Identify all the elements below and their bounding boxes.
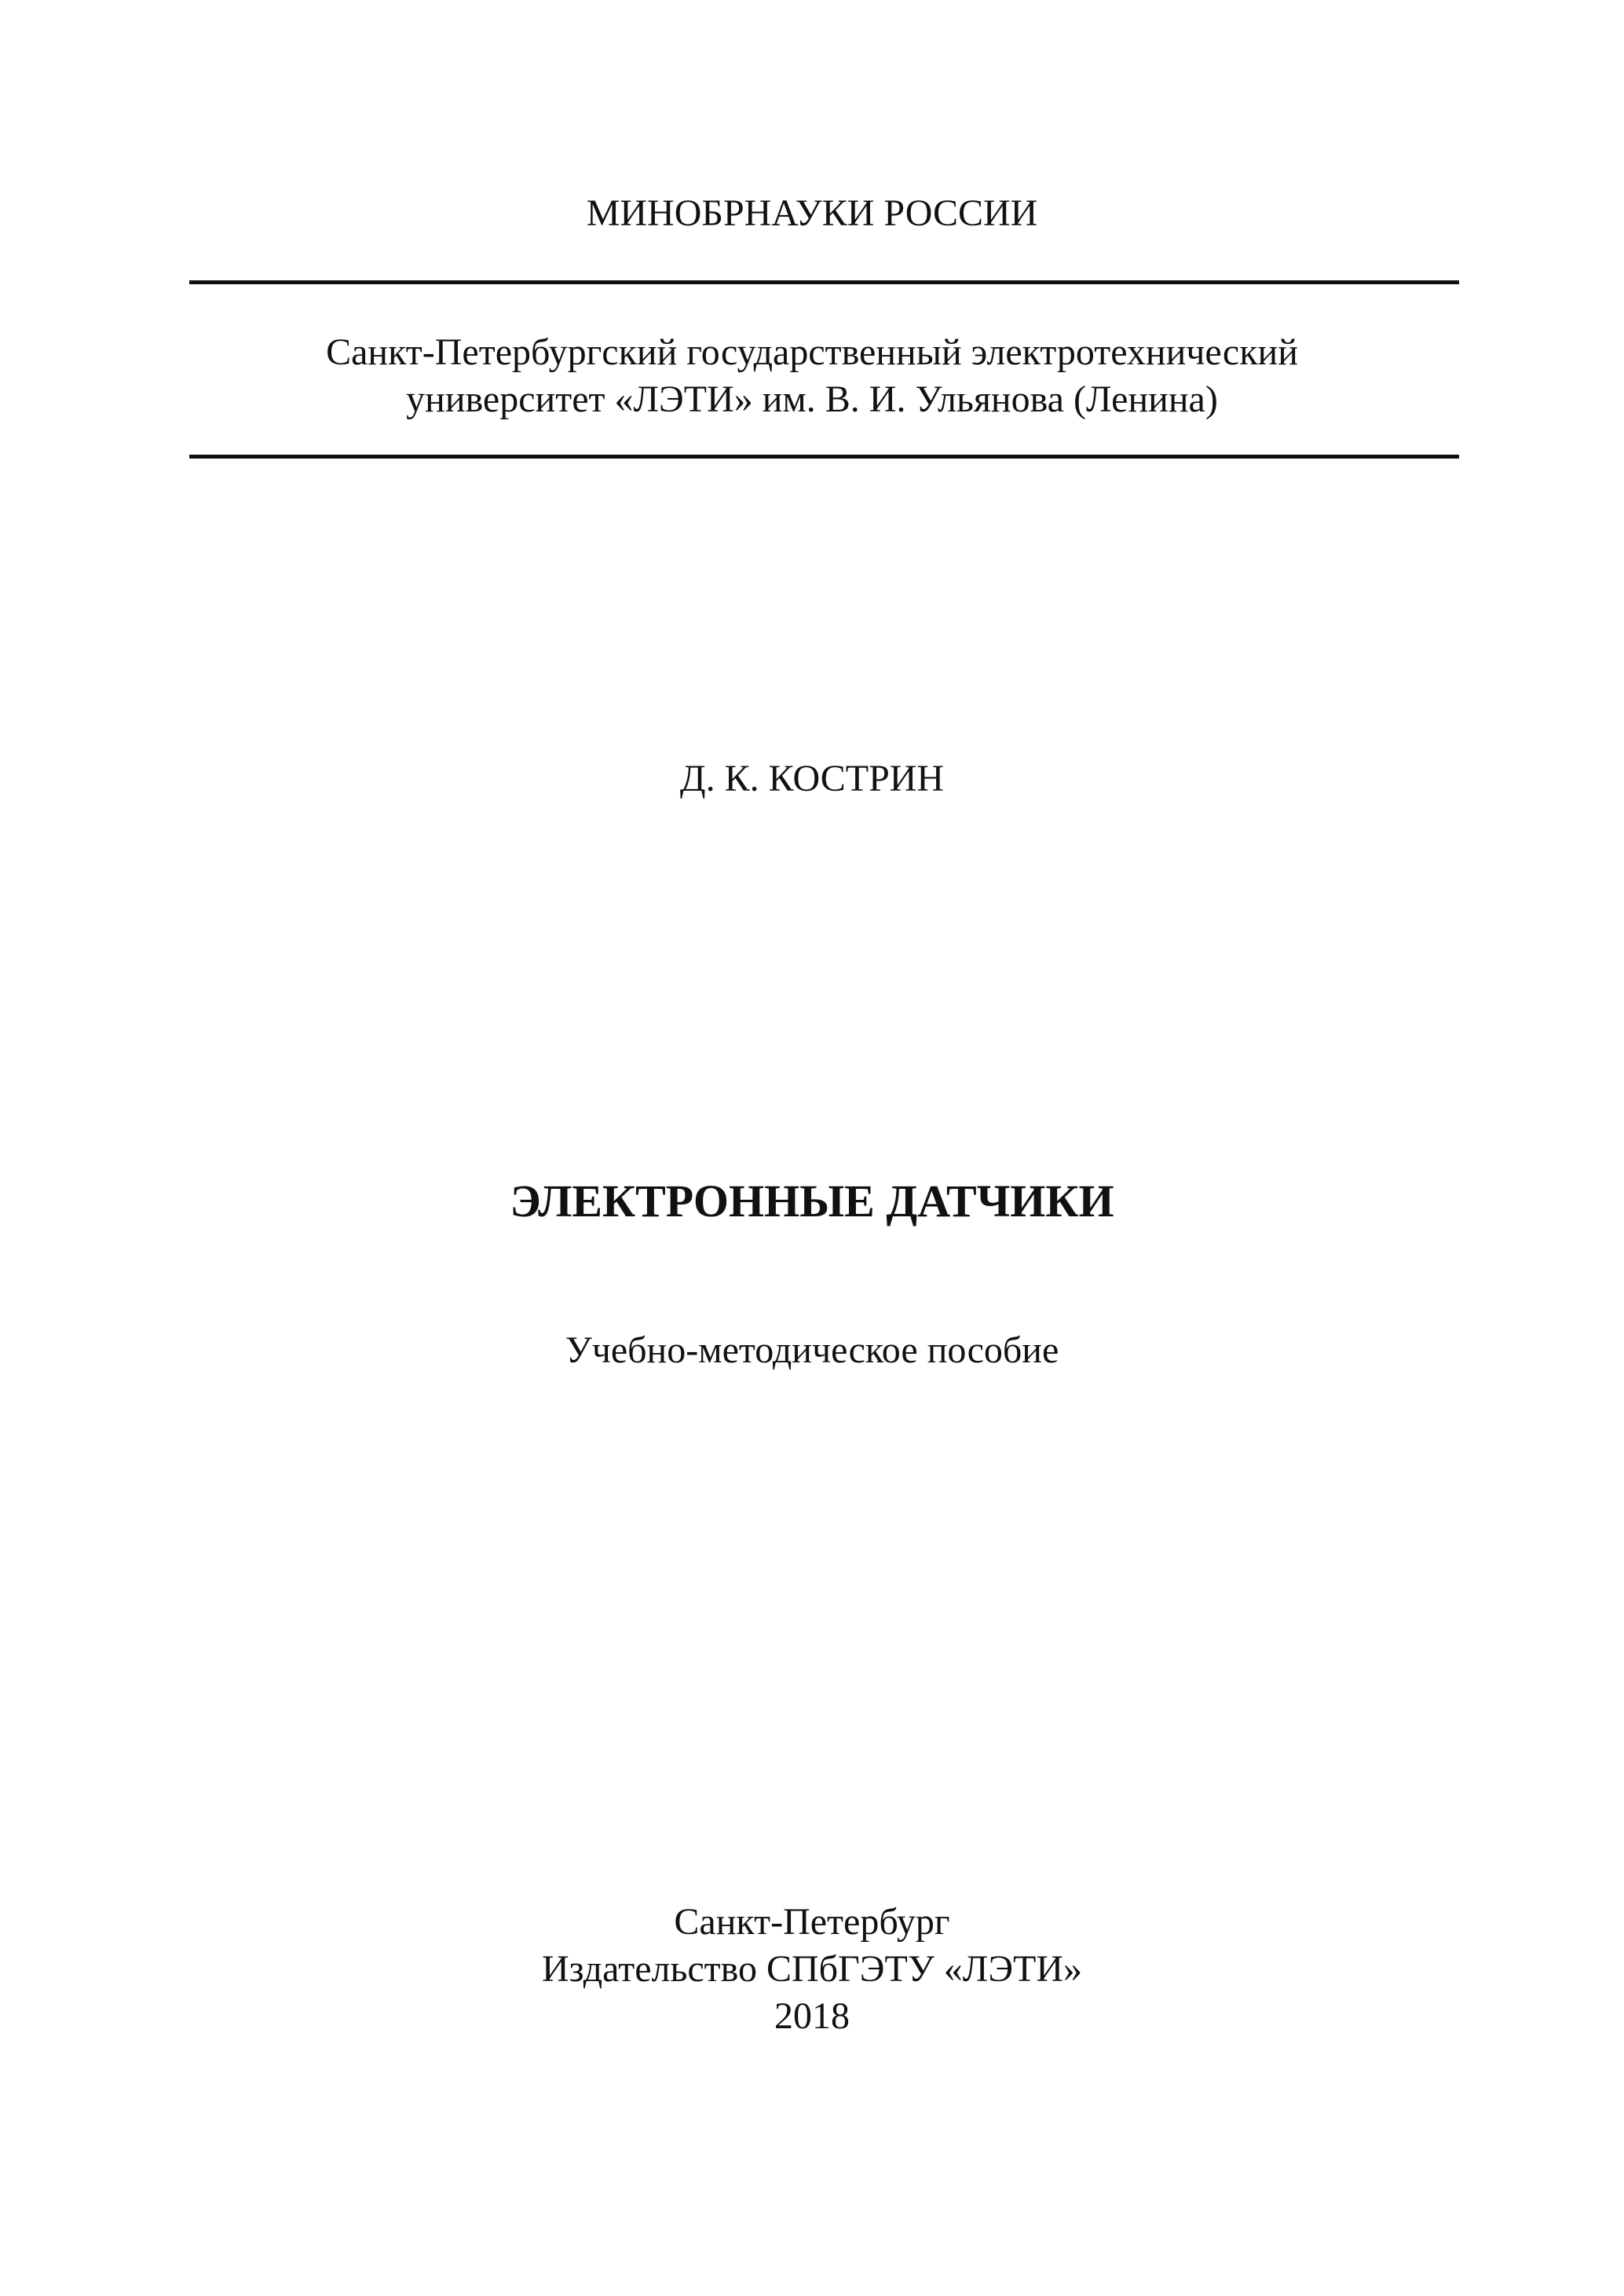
imprint-city: Санкт-Петербург [674,1901,950,1943]
document-title: ЭЛЕКТРОННЫЕ ДАТЧИКИ [510,1175,1114,1227]
author-name: Д. К. КОСТРИН [679,758,945,799]
header-bottom-rule [189,455,1459,459]
university-name-line-1: Санкт-Петербургский государственный электротехнический [326,331,1298,373]
header-top-rule [189,280,1459,284]
document-subtitle: Учебно-методическое пособие [565,1329,1059,1371]
imprint-publisher: Издательство СПбГЭТУ «ЛЭТИ» [541,1948,1083,1990]
imprint-year: 2018 [774,1995,850,2037]
university-name-line-2: университет «ЛЭТИ» им. В. И. Ульянова (Ленина) [406,378,1218,420]
ministry-heading: МИНОБРНАУКИ РОССИИ [586,192,1038,234]
